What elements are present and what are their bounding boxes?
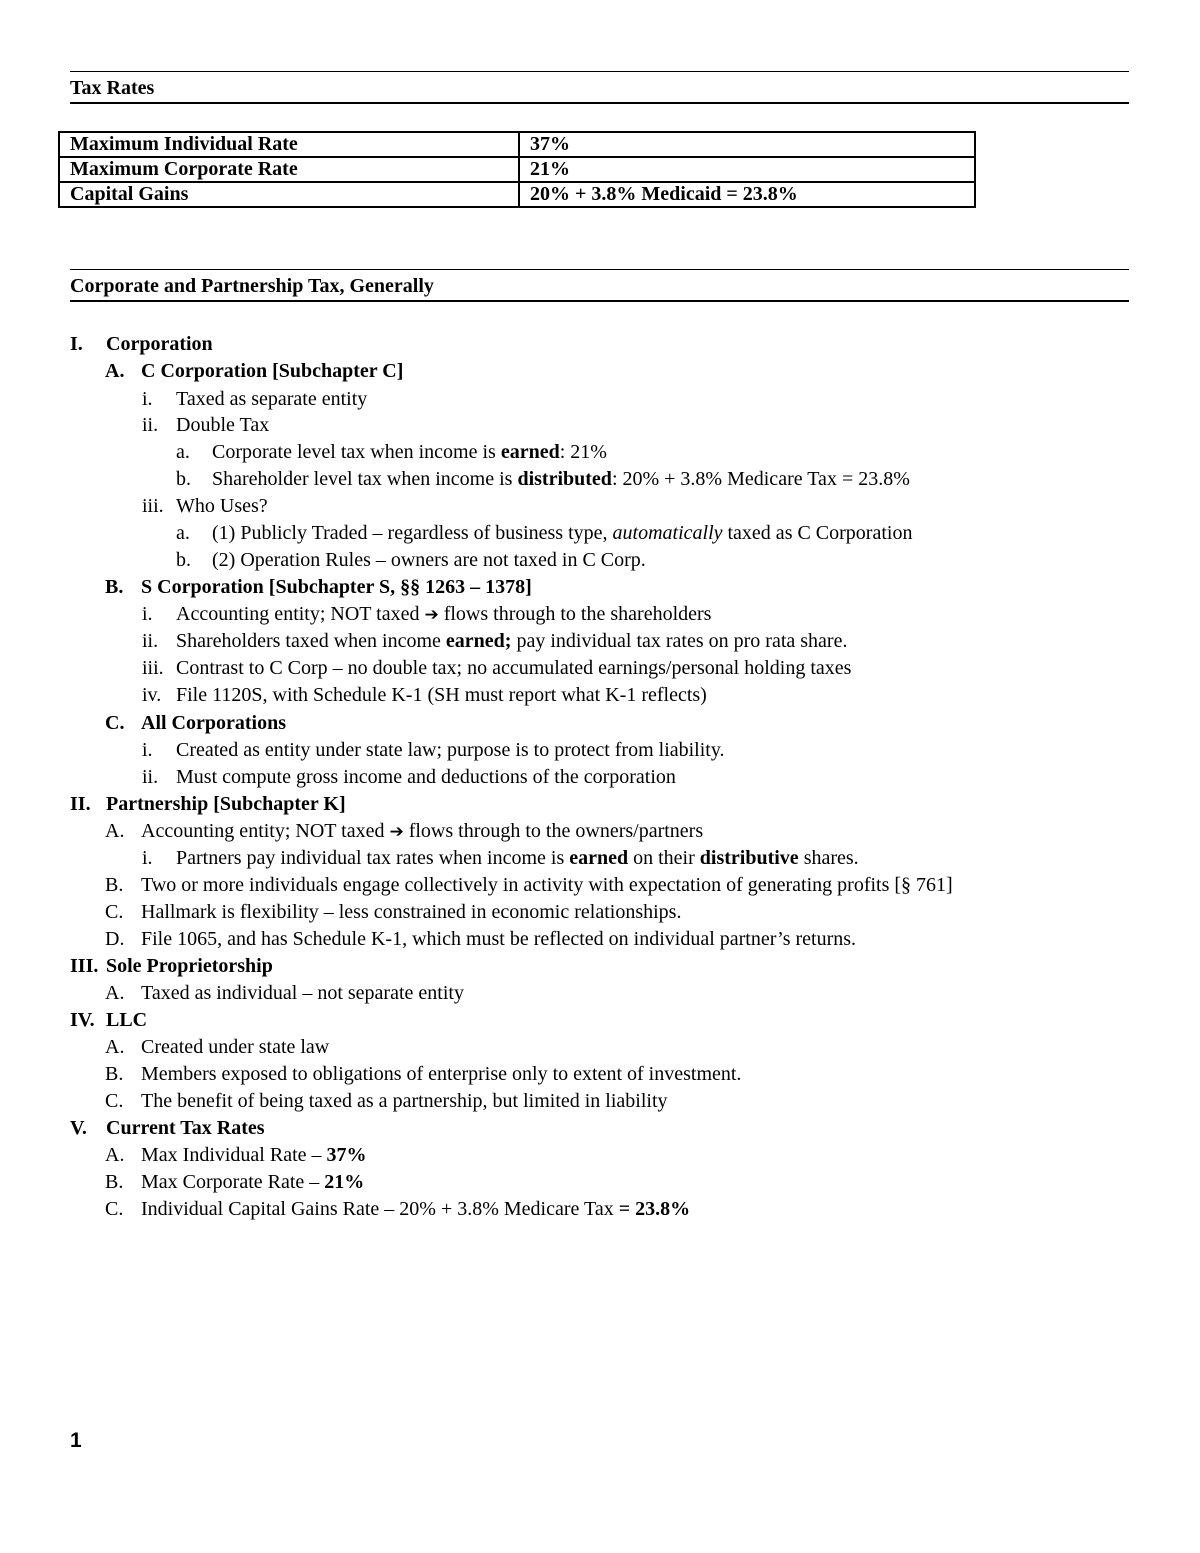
outline-marker: ii.	[142, 414, 159, 436]
outline-title: Current Tax Rates	[106, 1117, 265, 1139]
outline-title: Corporation	[106, 333, 213, 355]
outline-text: (1) Publicly Traded – regardless of business type, automatically taxed as C Corporation	[212, 522, 913, 544]
page-number: 1	[70, 1429, 82, 1452]
outline-marker: ii.	[142, 766, 159, 788]
table-row	[59, 132, 975, 157]
corp-section-heading-text: Corporate and Partnership Tax, Generally	[70, 275, 434, 297]
outline-marker: A.	[105, 1036, 125, 1058]
right-arrow-icon: ➔	[424, 605, 439, 625]
outline-marker: iv.	[142, 684, 162, 706]
outline-marker: b.	[176, 468, 191, 490]
outline-marker: B.	[105, 874, 124, 896]
outline-title: C Corporation [Subchapter C]	[141, 360, 404, 382]
outline-marker: III.	[70, 955, 99, 977]
outline-text: File 1065, and has Schedule K-1, which must be reflected on individual partner’s returns.	[141, 928, 857, 950]
outline-marker: A.	[105, 360, 125, 382]
outline-marker: b.	[176, 549, 191, 571]
outline-marker: i.	[142, 388, 153, 410]
rate-label: Capital Gains	[59, 182, 519, 207]
outline-marker: i.	[142, 739, 153, 761]
corp-section-heading	[70, 269, 1129, 302]
outline-title: LLC	[106, 1009, 148, 1031]
outline-text: Who Uses?	[176, 495, 268, 517]
outline-text: (2) Operation Rules – owners are not taxed in C Corp.	[212, 549, 646, 571]
outline-title: S Corporation [Subchapter S, §§ 1263 – 1378]	[141, 576, 532, 598]
outline-text: Accounting entity; NOT taxed ➔ flows through to the owners/partners	[141, 820, 704, 842]
outline-marker: i.	[142, 847, 153, 869]
rate-label: Maximum Corporate Rate	[59, 157, 519, 182]
rate-label: Maximum Individual Rate	[59, 132, 519, 157]
outline-marker: C.	[105, 1198, 124, 1220]
outline-marker: ii.	[142, 630, 159, 652]
outline-marker: a.	[176, 522, 190, 544]
outline-text: Partners pay individual tax rates when income is earned on their distributive shares.	[176, 847, 859, 869]
outline-text: Shareholders taxed when income earned; pay individual tax rates on pro rata share.	[176, 630, 848, 652]
outline-text: Double Tax	[176, 414, 270, 436]
tax-rates-table	[58, 131, 976, 208]
outline-text: Must compute gross income and deductions of the corporation	[176, 766, 676, 788]
outline-text: Created as entity under state law; purpose is to protect from liability.	[176, 739, 725, 761]
outline-text: File 1120S, with Schedule K-1 (SH must report what K-1 reflects)	[176, 684, 707, 706]
outline-text: Taxed as separate entity	[176, 388, 368, 410]
outline-marker: B.	[105, 576, 124, 598]
outline-text: Members exposed to obligations of enterprise only to extent of investment.	[141, 1063, 742, 1085]
outline-marker: a.	[176, 441, 190, 463]
outline-title: Partnership [Subchapter K]	[106, 793, 346, 815]
tax-rates-heading-text: Tax Rates	[70, 77, 155, 99]
outline-marker: iii.	[142, 495, 164, 517]
table-row	[59, 157, 975, 182]
outline-marker: IV.	[70, 1009, 95, 1031]
outline-marker: B.	[105, 1063, 124, 1085]
right-arrow-icon: ➔	[389, 822, 404, 842]
outline-title: All Corporations	[141, 712, 286, 734]
outline-marker: II.	[70, 793, 91, 815]
outline-marker: I.	[70, 333, 83, 355]
outline-marker: C.	[105, 712, 125, 734]
rate-value: 20% + 3.8% Medicaid = 23.8%	[519, 182, 975, 207]
outline-text: Taxed as individual – not separate entity	[141, 982, 464, 1004]
outline-marker: V.	[70, 1117, 87, 1139]
outline-text: Contrast to C Corp – no double tax; no accumulated earnings/personal holding taxes	[176, 657, 852, 679]
outline-text: Two or more individuals engage collectively in activity with expectation of generating profits [§ 761]	[141, 874, 953, 896]
rate-value: 21%	[519, 157, 975, 182]
outline-marker: iii.	[142, 657, 164, 679]
outline-marker: D.	[105, 928, 125, 950]
rate-value: 37%	[519, 132, 975, 157]
outline-text: Max Individual Rate – 37%	[141, 1144, 367, 1166]
outline-title: Sole Proprietorship	[106, 955, 273, 977]
outline-marker: C.	[105, 901, 124, 923]
outline-text: Hallmark is flexibility – less constrained in economic relationships.	[141, 901, 682, 923]
outline-marker: B.	[105, 1171, 124, 1193]
outline-text: Individual Capital Gains Rate – 20% + 3.8% Medicare Tax = 23.8%	[141, 1198, 691, 1220]
outline-text: The benefit of being taxed as a partnership, but limited in liability	[141, 1090, 668, 1112]
outline-marker: A.	[105, 982, 125, 1004]
outline-marker: A.	[105, 820, 125, 842]
outline-text: Accounting entity; NOT taxed ➔ flows through to the shareholders	[176, 603, 712, 625]
table-row	[59, 182, 975, 207]
outline-marker: A.	[105, 1144, 125, 1166]
outline-text: Max Corporate Rate – 21%	[141, 1171, 365, 1193]
outline-text: Corporate level tax when income is earned: 21%	[212, 441, 607, 463]
outline-text: Created under state law	[141, 1036, 330, 1058]
outline-marker: i.	[142, 603, 153, 625]
tax-rates-heading	[70, 71, 1129, 104]
outline-marker: C.	[105, 1090, 124, 1112]
outline-text: Shareholder level tax when income is distributed: 20% + 3.8% Medicare Tax = 23.8%	[212, 468, 910, 490]
